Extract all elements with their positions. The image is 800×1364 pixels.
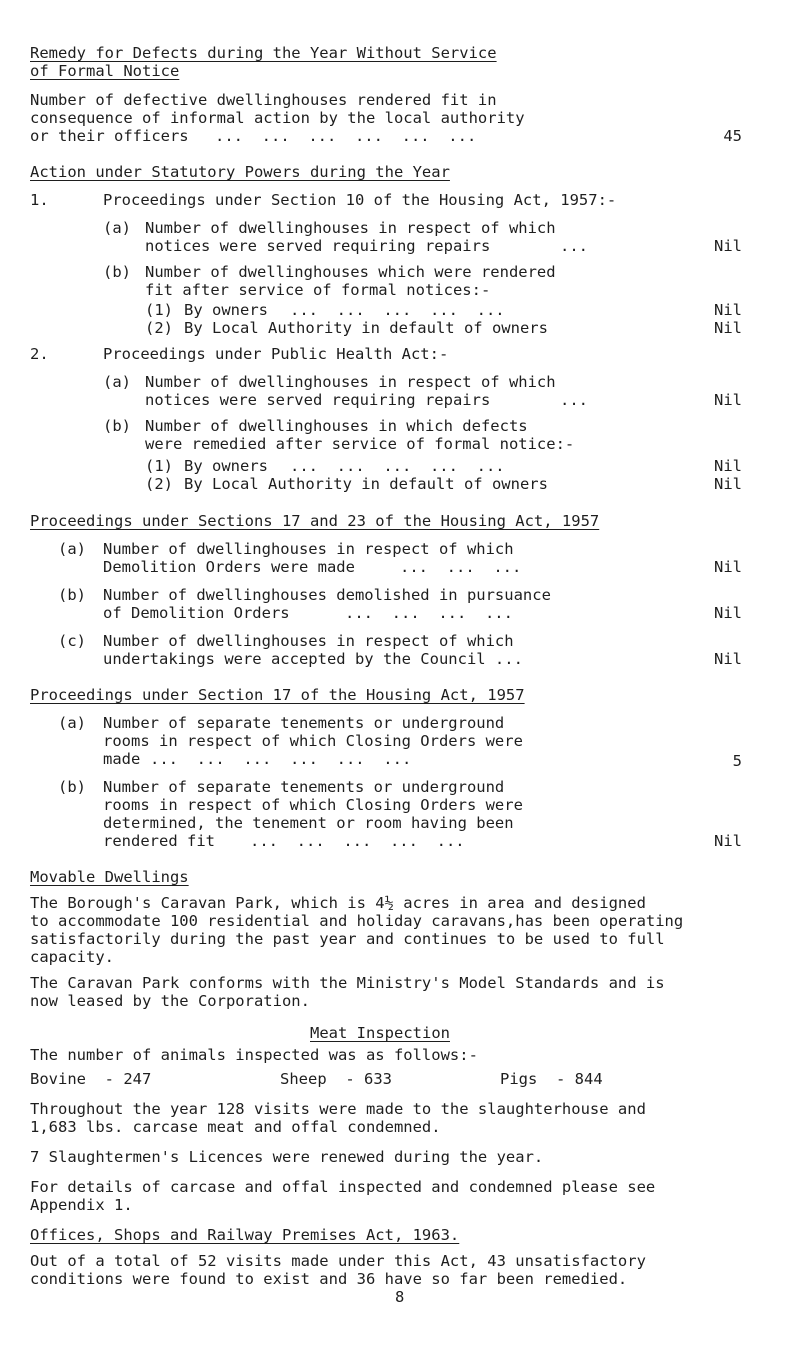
item-text: undertakings were accepted by the Council ... — [103, 650, 523, 668]
body-text: The Caravan Park conforms with the Ministry's Model Standards and is — [30, 974, 665, 992]
body-text: Out of a total of 52 visits made under this Act, 43 unsatisfactory — [30, 1252, 646, 1270]
item-text: rendered fit — [103, 832, 215, 850]
leader-dots: ... ... ... ... ... — [250, 832, 465, 850]
body-text: Throughout the year 128 visits were made to the slaughterhouse and — [30, 1100, 646, 1118]
body-text: For details of carcase and offal inspected and condemned please see — [30, 1178, 656, 1196]
item-text: Number of dwellinghouses in respect of which — [145, 219, 556, 237]
item-label: (a) — [58, 540, 86, 558]
item-number: 2. — [30, 345, 49, 363]
item-text: fit after service of formal notices:- — [145, 281, 491, 299]
body-text: consequence of informal action by the local authority — [30, 109, 525, 127]
count-pigs: Pigs - 844 — [500, 1070, 603, 1088]
item-label: (a) — [103, 219, 131, 237]
value-s10-by-owners: Nil — [714, 301, 742, 319]
item-text: Number of dwellinghouses in which defects — [145, 417, 528, 435]
leader-dots: ... ... ... ... ... ... — [215, 127, 477, 145]
section-heading-remedy: Remedy for Defects during the Year Without Service — [30, 44, 497, 62]
item-text: Demolition Orders were made — [103, 558, 355, 576]
leader-dots: ... ... ... ... — [345, 604, 513, 622]
value-closing-orders-made: 5 — [732, 752, 742, 770]
value-s10-by-authority: Nil — [714, 319, 742, 337]
item-text: were remedied after service of formal notice:- — [145, 435, 575, 453]
item-label: (a) — [103, 373, 131, 391]
item-text: Number of separate tenements or underground — [103, 778, 505, 796]
item-text: determined, the tenement or room having been — [103, 814, 514, 832]
body-text: 1,683 lbs. carcase meat and offal condemned. — [30, 1118, 441, 1136]
section-heading-movable: Movable Dwellings — [30, 868, 189, 886]
item-text: By Local Authority in default of owners — [184, 319, 548, 337]
body-text: The Borough's Caravan Park, which is 4½ acres in area and designed — [30, 894, 646, 912]
section-heading-closing: Proceedings under Section 17 of the Housing Act, 1957 — [30, 686, 525, 704]
body-text: 7 Slaughtermen's Licences were renewed during the year. — [30, 1148, 544, 1166]
value-pha-by-authority: Nil — [714, 475, 742, 493]
item-label: (2) — [145, 475, 173, 493]
item-label: (b) — [103, 417, 131, 435]
value-closing-determined: Nil — [714, 832, 742, 850]
item-text: By owners — [184, 457, 268, 475]
value-informal-action: 45 — [723, 127, 742, 145]
item-text: Proceedings under Section 10 of the Housing Act, 1957:- — [103, 191, 617, 209]
value-demolition-orders: Nil — [714, 558, 742, 576]
value-demolished: Nil — [714, 604, 742, 622]
item-label: (2) — [145, 319, 173, 337]
count-bovine: Bovine - 247 — [30, 1070, 152, 1088]
body-text: capacity. — [30, 948, 114, 966]
item-text: Number of dwellinghouses in respect of which — [103, 540, 514, 558]
value-s10-notices: Nil — [714, 237, 742, 255]
item-label: (a) — [58, 714, 86, 732]
item-label: (b) — [103, 263, 131, 281]
leader-dots: ... — [560, 237, 588, 255]
value-undertakings: Nil — [714, 650, 742, 668]
leader-dots: ... ... ... ... ... ... — [150, 750, 412, 768]
item-label: (1) — [145, 301, 173, 319]
value-pha-notices: Nil — [714, 391, 742, 409]
section-heading-demolition: Proceedings under Sections 17 and 23 of the Housing Act, 1957 — [30, 512, 600, 530]
item-text: By owners — [184, 301, 268, 319]
item-text: notices were served requiring repairs — [145, 391, 491, 409]
item-text: made — [103, 750, 141, 768]
item-text: Number of dwellinghouses in respect of which — [103, 632, 514, 650]
item-text: Number of dwellinghouses in respect of which — [145, 373, 556, 391]
item-text: Number of dwellinghouses which were rendered — [145, 263, 556, 281]
value-pha-by-owners: Nil — [714, 457, 742, 475]
body-text: Appendix 1. — [30, 1196, 133, 1214]
section-heading-remedy-cont: of Formal Notice — [30, 62, 180, 80]
leader-dots: ... ... ... ... ... — [290, 301, 505, 319]
item-label: (c) — [58, 632, 86, 650]
section-heading-statutory: Action under Statutory Powers during the Year — [30, 163, 450, 181]
item-text: Number of dwellinghouses demolished in pursuance — [103, 586, 551, 604]
item-text: Number of separate tenements or underground — [103, 714, 505, 732]
section-heading-offices: Offices, Shops and Railway Premises Act, 1963. — [30, 1226, 460, 1244]
item-text: rooms in respect of which Closing Orders were — [103, 732, 523, 750]
body-text: The number of animals inspected was as follows:- — [30, 1046, 478, 1064]
item-text: Proceedings under Public Health Act:- — [103, 345, 449, 363]
leader-dots: ... — [560, 391, 588, 409]
body-text: now leased by the Corporation. — [30, 992, 310, 1010]
leader-dots: ... ... ... ... ... — [290, 457, 505, 475]
item-label: (b) — [58, 778, 86, 796]
item-text: By Local Authority in default of owners — [184, 475, 548, 493]
item-text: rooms in respect of which Closing Orders were — [103, 796, 523, 814]
leader-dots: ... ... ... — [400, 558, 522, 576]
item-text: notices were served requiring repairs — [145, 237, 491, 255]
item-label: (b) — [58, 586, 86, 604]
page-number: 8 — [395, 1288, 405, 1306]
body-text: Number of defective dwellinghouses rendered fit in — [30, 91, 497, 109]
section-heading-meat: Meat Inspection — [310, 1024, 450, 1042]
body-text: or their officers — [30, 127, 189, 145]
item-label: (1) — [145, 457, 173, 475]
body-text: to accommodate 100 residential and holiday caravans,has been operating — [30, 912, 684, 930]
body-text: satisfactorily during the past year and continues to be used to full — [30, 930, 665, 948]
count-sheep: Sheep - 633 — [280, 1070, 392, 1088]
body-text: conditions were found to exist and 36 have so far been remedied. — [30, 1270, 628, 1288]
item-text: of Demolition Orders — [103, 604, 290, 622]
item-number: 1. — [30, 191, 49, 209]
